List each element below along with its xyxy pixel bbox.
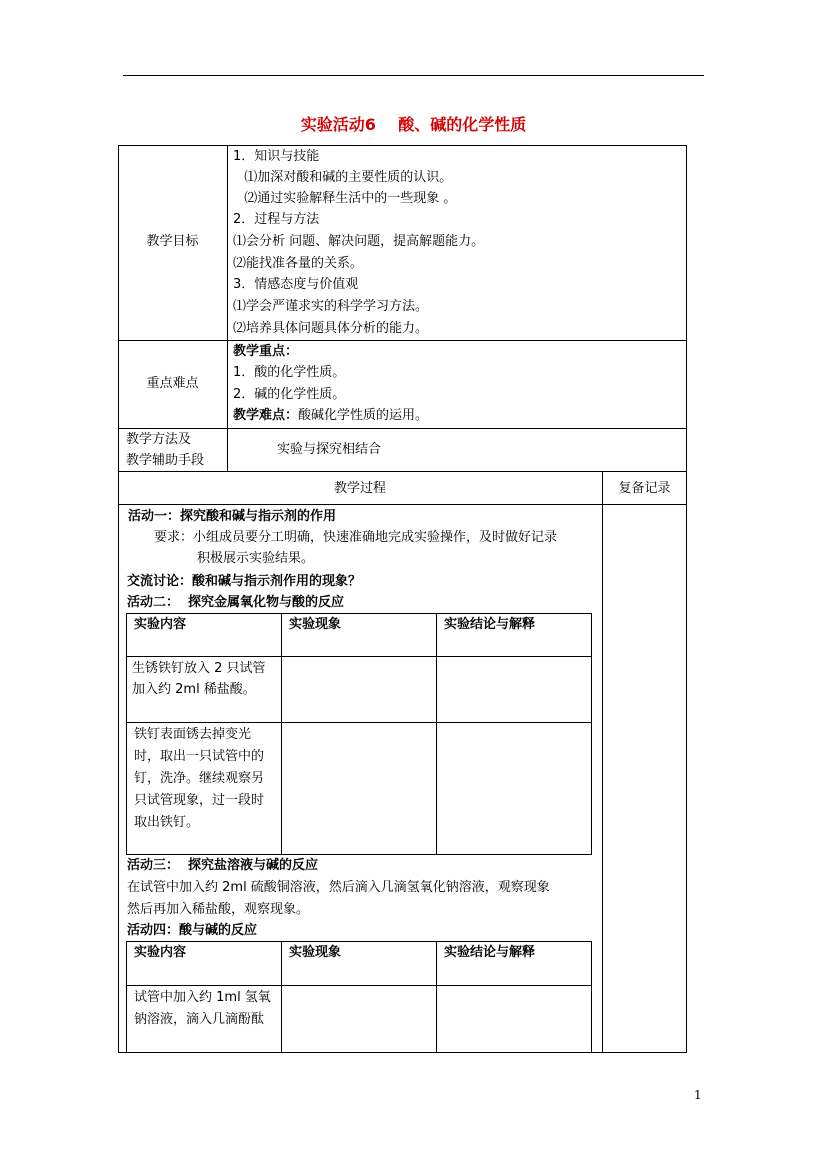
difficulty-text: 酸碱化学性质的运用。 <box>298 408 429 423</box>
key-point: 2．碱的化学性质。 <box>233 387 346 402</box>
activity1-requirement: 要求：小组成员要分工明确，快速准确地完成实验操作，及时做好记录 <box>154 530 558 545</box>
goal-line: 3．情感态度与价值观 <box>233 277 359 292</box>
table1-cell: 只试管现象，过一段时 <box>134 793 265 808</box>
table1-cell: 生锈铁钉放入 2 只试管 <box>132 661 266 676</box>
key-heading: 教学重点： <box>233 344 299 359</box>
activity3-text-cont: 然后再加入稀盐酸，观察现象。 <box>127 902 310 917</box>
discussion: 交流讨论：酸和碱与指示剂作用的现象？ <box>127 574 362 589</box>
activity1-requirement-cont: 积极展示实验结果。 <box>197 551 315 566</box>
goal-line: ⑴学会严谨求实的科学学习方法。 <box>233 299 429 314</box>
process-header: 教学过程 <box>333 481 386 496</box>
key-point: 1．酸的化学性质。 <box>233 365 346 380</box>
table2-header-content: 实验内容 <box>134 945 187 960</box>
method-label-line1: 教学方法及 <box>126 432 192 447</box>
activity1-title: 活动一：探究酸和碱与指示剂的作用 <box>128 509 337 524</box>
goal-line: ⑵通过实验解释生活中的一些现象 。 <box>236 191 457 206</box>
goal-line: ⑵培养具体问题具体分析的能力。 <box>233 321 429 336</box>
goal-line: 2．过程与方法 <box>233 212 320 227</box>
page-title: 实验活动6 酸、碱的化学性质 <box>300 115 527 134</box>
table2-header-phenomenon: 实验现象 <box>289 945 342 960</box>
method-text: 实验与探究相结合 <box>277 442 382 457</box>
table1-cell: 取出铁钉。 <box>134 815 200 830</box>
table1-cell: 时，取出一只试管中的 <box>134 749 265 764</box>
key-label: 重点难点 <box>146 376 199 391</box>
table2-cell: 试管中加入约 1ml 氢氧 <box>134 990 271 1005</box>
difficulty <box>233 405 428 426</box>
notes-header: 复备记录 <box>618 481 671 496</box>
activity3-title: 活动三： 探究盐溶液与碱的反应 <box>127 858 319 873</box>
table2-header-conclusion: 实验结论与解释 <box>444 945 536 960</box>
table1-header-phenomenon: 实验现象 <box>289 617 342 632</box>
goal-label: 教学目标 <box>146 234 199 249</box>
table1-header-content: 实验内容 <box>134 617 187 632</box>
goal-line: ⑵能找准各量的关系。 <box>233 256 364 271</box>
goal-line: ⑴加深对酸和碱的主要性质的认识。 <box>236 170 453 185</box>
goal-line: 1．知识与技能 <box>233 149 320 164</box>
table1-cell: 加入约 2ml 稀盐酸。 <box>132 682 256 697</box>
table1-cell: 铁钉表面锈去掉变光 <box>134 727 252 742</box>
activity3-text: 在试管中加入约 2ml 硫酸铜溶液，然后滴入几滴氢氧化钠溶液，观察现象 <box>127 880 550 895</box>
activity4-title: 活动四：酸与碱的反应 <box>127 923 258 938</box>
table1-header-conclusion: 实验结论与解释 <box>444 617 536 632</box>
activity2-title: 活动二： 探究金属氧化物与酸的反应 <box>127 595 345 610</box>
page-number: 1 <box>694 1088 702 1102</box>
difficulty-heading: 教学难点： <box>233 408 299 423</box>
goal-line: ⑴会分析 问题、解决问题，提高解题能力。 <box>233 234 485 249</box>
table2-cell: 钠溶液，滴入几滴酚酞 <box>134 1012 265 1027</box>
table1-cell: 钉，洗净。继续观察另 <box>134 771 265 786</box>
header-rule <box>123 75 704 76</box>
method-label-line2: 教学辅助手段 <box>126 453 205 468</box>
